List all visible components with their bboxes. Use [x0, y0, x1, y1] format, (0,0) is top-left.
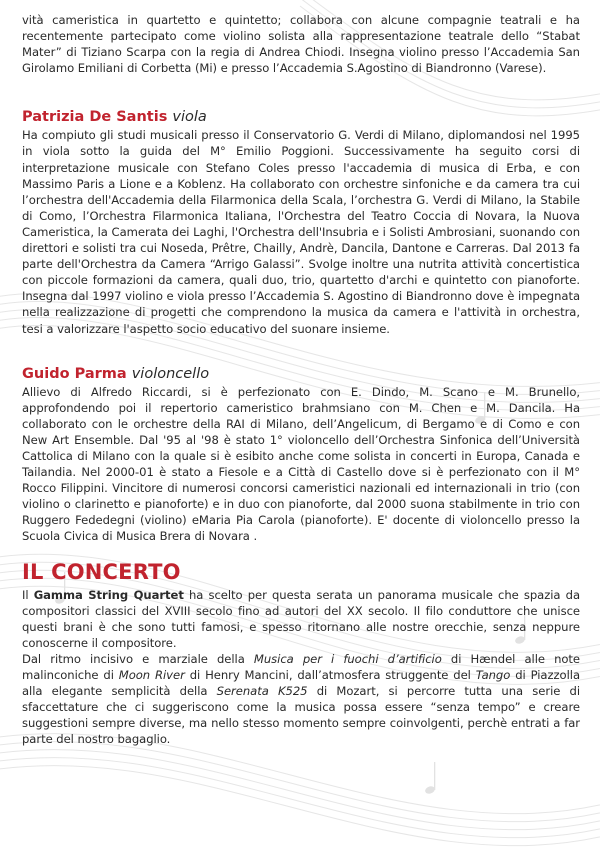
concerto-paragraph-1: [22, 587, 580, 651]
bio-heading-parma: [22, 364, 580, 384]
bio-heading-desantis: [22, 107, 580, 127]
intro-paragraph: vità cameristica in quartetto e quintetto; collabora con alcune compagnie teatrali e ha recentemente partecipato come violino solista alla rappresentazione teatrale dello “Stabat Mater” di Tiziano Scarpa con la regia di Andrea Chiodi. Insegna violino presso l’Accademia San Girolamo Emiliani di Corbetta (Mi) e presso l’Accademia S.Agostino di Biandronno (Varese).: [22, 13, 580, 76]
bio-name: Guido Parma: [22, 365, 127, 382]
text-run: Dal ritmo incisivo e marziale della: [22, 651, 254, 666]
text-run: di Mozart, si percorre tutta una serie di sfaccettature che ci suggeriscono come la musica possa essere “senza tempo” e creare suggestioni sempre diverse, ma nello stesso momento sempre coinvolgenti, perchè entrati a far parte del nostro bagaglio.: [22, 684, 581, 747]
text-run: di Hændel alle note malinconiche di: [22, 651, 581, 682]
bio-text-desantis: Ha compiuto gli studi musicali presso il Conservatorio G. Verdi di Milano, diplomandosi nel 1995 in viola sotto la guida del M° Emilio Poggioni. Successivamente ha seguito corsi di interpretazione musicale con Stefano Coles presso l'accademia di musica di Erba, e con Massimo Paris a Lione e a Koblenz. Ha collaborato con orchestre sinfoniche e da camera tra cui l’orchestra dell'Accademia della Filarmonica della Scala, l’orchestra G. Verdi di Milano, la Stabile di Como, l’Orchestra Filarmonica Italiana, l'Orchestra del Teatro Coccia di Novara, la Nuova Cameristica, la Camerata dei Laghi, l'Orchestra dell'Insubria e i Solisti Ambrosiani, suonando con direttori e solisti tra cui Noseda, Prêtre, Chailly, Andrè, Dancila, Dantone e Carreras. Dal 2013 fa parte dell'Orchestra da Camera “Arrigo Galassi”. Svolge inoltre una nutrita attività concertistica con piccole formazioni da camera, quali duo, trio, quartetto d'archi e quintetto con pianoforte. Insegna dal 1997 violino e viola presso l’Accademia S. Agostino di Biandronno dove è impegnata nella realizzazione di progetti che comprendono la musica da camera e l'attività in orchestra, tesi a valorizzare l'aspetto socio educativo del suonare insieme.: [22, 128, 580, 336]
work-title: Serenata K525: [216, 684, 308, 699]
text-run: ha scelto per questa serata un panorama musicale che spazia da compositori classici del XVIII secolo fino ad autori del XX secolo. Il filo conduttore che unisce questi brani è che sono tutti famosi, e spesso ritornano alle nostre orecchie, senza neppure conoscerne il compositore.: [22, 587, 580, 650]
section-title: IL CONCERTO: [22, 559, 181, 584]
work-title: Tango: [475, 668, 511, 682]
page-content: [22, 12, 580, 747]
bio-instrument: violoncello: [131, 365, 210, 382]
bio-name: Patrizia De Santis: [22, 109, 168, 126]
text-run: Il: [22, 587, 34, 602]
work-title: Musica per i fuochi d’artificio: [253, 651, 442, 666]
work-title: Moon River: [118, 668, 185, 682]
bio-text-parma: Allievo di Alfredo Riccardi, si è perfezionato con E. Dindo, M. Scano e M. Brunello, approfondendo poi il repertorio cameristico brahmsiano con M. Chen e M. Dancila. Ha collaborato con le orchestre della RAI di Milano, dell’Angelicum, di Bergamo e di Como e con New Art Ensemble. Dal '95 al '98 è stato 1° violoncello dell’Orchestra Sinfonica dell’Università Cattolica di Milano con la quale si è esibito anche come solista in concerti in Europa, Canada e Tailandia. Nel 2000-01 è stato a Fiesole e a Città di Castello dove si è perfezionato con il M° Rocco Filippini. Vincitore di numerosi concorsi cameristici nazionali ed internazionali in trio (con violino o clarinetto e pianoforte) e in duo con pianoforte, dal 2000 suona stabilmente in trio con Ruggero Fededegni (violino) eMaria Pia Carola (pianoforte). E' docente di violoncello presso la Scuola Civica di Musica Brera di Novara .: [22, 384, 580, 544]
concerto-paragraph-2: [22, 651, 580, 748]
text-run: di Piazzolla alla elegante semplicità della: [22, 668, 581, 699]
text-run: di Henry Mancini, dall’atmosfera struggente del: [184, 668, 476, 682]
quartet-name: Gamma String Quartet: [33, 587, 184, 602]
bio-instrument: viola: [172, 109, 207, 126]
